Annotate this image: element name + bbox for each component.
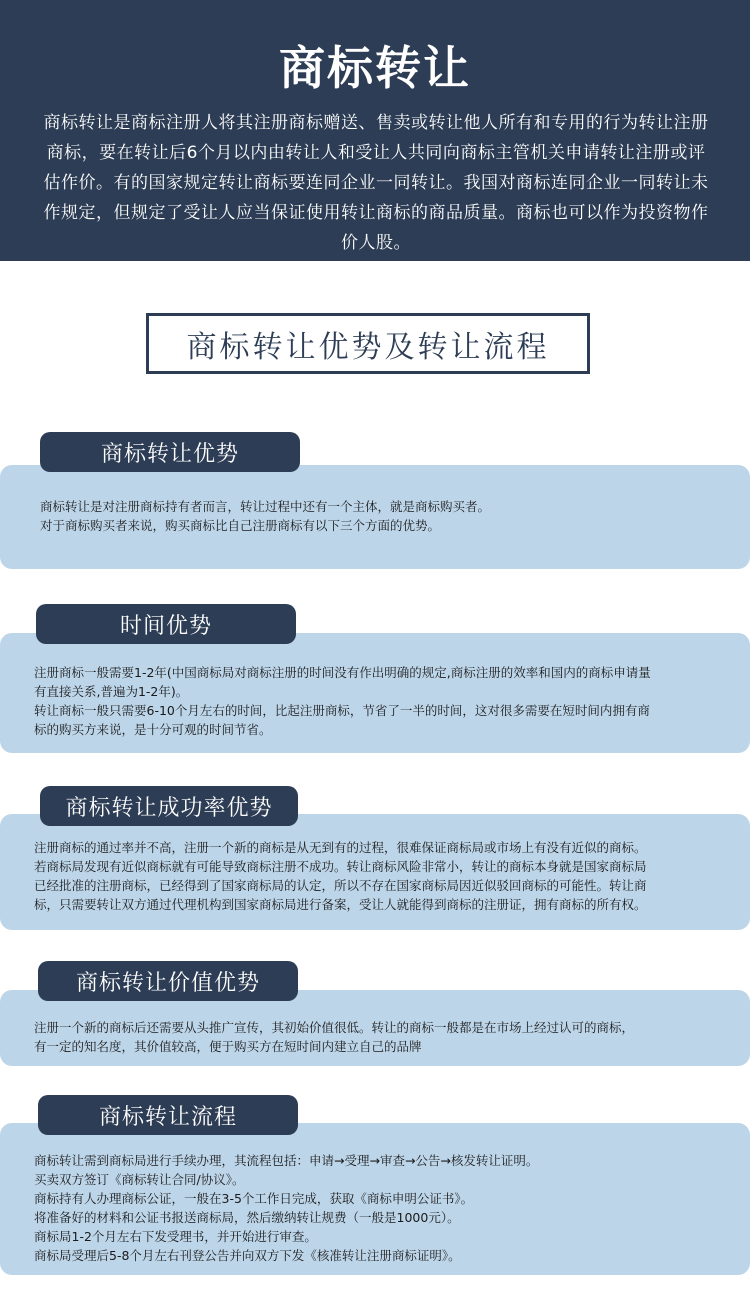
section-heading-value: 商标转让价值优势 <box>38 961 298 1001</box>
section-heading-time: 时间优势 <box>36 604 296 644</box>
advantages-intro-panel <box>0 465 750 569</box>
time-advantage-panel <box>0 633 750 753</box>
body-line: 已经批准的注册商标，已经得到了国家商标局的认定，所以不存在国家商标局因近似驳回商标的可能性。转让商 <box>34 878 647 893</box>
body-line: 标的购买方来说，是十分可观的时间节省。 <box>34 722 272 737</box>
page-title: 商标转让 <box>279 41 471 95</box>
body-line: 商标局1-2个月左右下发受理书，并开始进行审查。 <box>34 1229 317 1244</box>
body-line: 注册商标一般需要1-2年(中国商标局对商标注册的时间没有作出明确的规定,商标注册的效率和国内的商标申请量 <box>34 665 651 680</box>
body-line: 买卖双方签订《商标转让合同/协议》。 <box>34 1172 245 1187</box>
body-line: 商标转让是对注册商标持有者而言，转让过程中还有一个主体，就是商标购买者。 <box>40 499 491 514</box>
body-line: 将准备好的材料和公证书报送商标局，然后缴纳转让规费（一般是1000元）。 <box>34 1210 460 1225</box>
body-line: 对于商标购买者来说，购买商标比自己注册商标有以下三个方面的优势。 <box>40 518 441 533</box>
section-heading-success-rate: 商标转让成功率优势 <box>40 786 298 826</box>
hero-description: 商标转让是商标注册人将其注册商标赠送、售卖或转让他人所有和专用的行为转让注册商标，要在转让后6个月以内由转让人和受让人共同向商标主管机关申请转让注册或评估作价。有的国家规定转让商标要连同企业一同转让。我国对商标连同企业一同转让未作规定，但规定了受让人应当保证使用转让商标的商品质量。商标也可以作为投资物作价人股。 <box>43 113 709 253</box>
process-panel <box>0 1123 750 1275</box>
section-main-title: 商标转让优势及转让流程 <box>146 313 590 374</box>
section-heading-advantages: 商标转让优势 <box>40 432 300 472</box>
body-line: 转让商标一般只需要6-10个月左右的时间，比起注册商标，节省了一半的时间，这对很多需要在短时间内拥有商 <box>34 703 650 718</box>
section-heading-process: 商标转让流程 <box>38 1095 298 1135</box>
body-line: 若商标局发现有近似商标就有可能导致商标注册不成功。转让商标风险非常小，转让的商标本身就是国家商标局 <box>34 859 647 874</box>
body-line: 商标局受理后5-8个月左右刊登公告并向双方下发《核准转让注册商标证明》。 <box>34 1248 461 1263</box>
body-line: 注册一个新的商标后还需要从头推广宣传，其初始价值很低。转让的商标一般都是在市场上经过认可的商标， <box>34 1020 635 1035</box>
body-line: 标，只需要转让双方通过代理机构到国家商标局进行备案，受让人就能得到商标的注册证，拥有商标的所有权。 <box>34 897 647 912</box>
value-advantage-panel <box>0 990 750 1066</box>
hero-banner <box>0 0 750 261</box>
body-line: 商标转让需到商标局进行手续办理，其流程包括：申请→受理→审查→公告→核发转让证明。 <box>34 1153 539 1168</box>
body-line: 注册商标的通过率并不高，注册一个新的商标是从无到有的过程，很难保证商标局或市场上有没有近似的商标。 <box>34 840 647 855</box>
body-line: 商标持有人办理商标公证，一般在3-5个工作日完成，获取《商标申明公证书》。 <box>34 1191 474 1206</box>
body-line: 有一定的知名度，其价值较高，便于购买方在短时间内建立自己的品牌 <box>34 1039 422 1054</box>
body-line: 有直接关系,普遍为1-2年)。 <box>34 684 189 699</box>
success-rate-panel <box>0 814 750 930</box>
